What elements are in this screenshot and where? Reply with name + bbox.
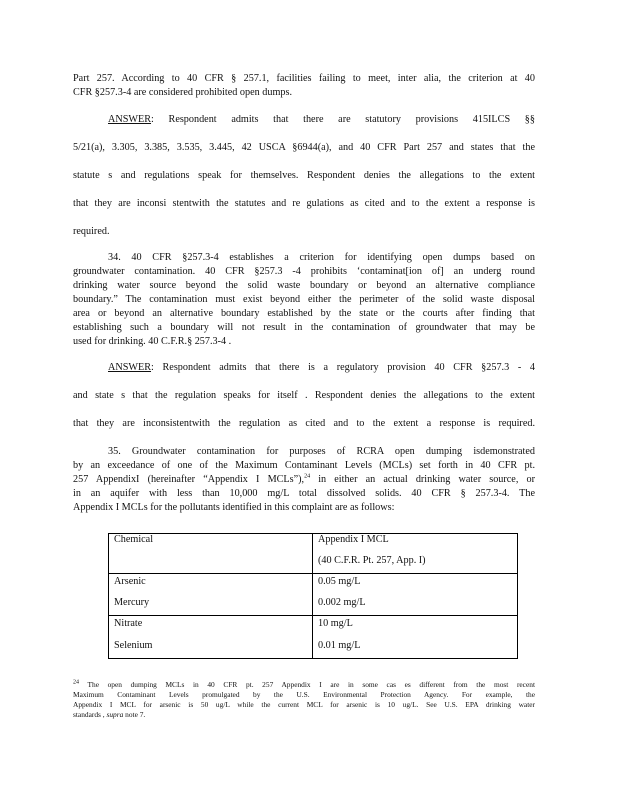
footnote-text: note 7. xyxy=(123,710,146,719)
table-header-mcl-citation: (40 C.F.R. Pt. 257, App. I) xyxy=(318,555,426,566)
table-header-chemical: Chemical xyxy=(114,534,154,545)
paragraph-35-line: 35. Groundwater contamination for purposes of RCRA open dumping isdemonstrated xyxy=(108,446,535,457)
paragraph-34-line: drinking water source beyond the solid waste boundary or beyond an alternative compliance xyxy=(73,280,535,291)
paragraph-34-line: 34. 40 CFR §257.3-4 establishes a criterion for identifying open dumps based on xyxy=(108,252,535,263)
table-border xyxy=(108,533,518,659)
paragraph-35-text: 257 AppendixI (hereinafter “Appendix I MCLs”), xyxy=(73,474,305,485)
answer-paragraph-line xyxy=(108,362,535,374)
answer-paragraph-line: 5/21(a), 3.305, 3.385, 3.535, 3.445, 42 USCA §6944(a), and 40 CFR Part 257 and states that the xyxy=(73,142,535,153)
paragraph-35-text: in either an actual drinking water source, or xyxy=(310,474,535,485)
footnote-text: standards , xyxy=(73,710,107,719)
table-row-divider xyxy=(108,573,518,574)
table-cell-chemical: Mercury xyxy=(114,597,150,608)
paragraph-35-line: in an aquifer with less than 10,000 mg/L total dissolved solids. 40 CFR § 257.3-4. The xyxy=(73,488,535,499)
footnote-line xyxy=(73,710,535,720)
footnote-line xyxy=(73,680,535,690)
paragraph-34-line: used for drinking. 40 C.F.R.§ 257.3-4 . xyxy=(73,336,232,347)
table-cell-mcl: 0.002 mg/L xyxy=(318,597,366,608)
answer-paragraph-line xyxy=(108,114,535,126)
answer-paragraph-line: and state s that the regulation speaks for itself . Respondent denies the allegations to the extent xyxy=(73,390,535,401)
footnote-line: Maximum Contaminant Levels promulgated by the U.S. Environmental Protection Agency. For example, the xyxy=(73,690,535,699)
answer-label: ANSWER xyxy=(108,362,152,373)
table-cell-mcl: 0.01 mg/L xyxy=(318,640,361,651)
table-row-divider xyxy=(108,615,518,616)
answer-paragraph-line: that they are inconsistentwith the regulation as cited and to the extent a response is required. xyxy=(73,418,535,429)
paragraph-35-line: Appendix I MCLs for the pollutants identified in this complaint are as follows: xyxy=(73,502,395,513)
footnote-marker: 24 xyxy=(73,679,79,686)
table-cell-mcl: 0.05 mg/L xyxy=(318,576,361,587)
table-column-divider xyxy=(312,533,313,659)
answer-paragraph-line: required. xyxy=(73,226,110,237)
table-cell-mcl: 10 mg/L xyxy=(318,618,353,629)
body-text-line: CFR §257.3-4 are considered prohibited open dumps. xyxy=(73,87,292,98)
table-header-mcl: Appendix I MCL xyxy=(318,534,389,545)
paragraph-34-line: boundary.” The contamination must exist beyond either the perimeter of the solid waste disposal xyxy=(73,294,535,305)
answer-text: : Respondent admits that there are statutory provisions 415ILCS §§ xyxy=(151,114,535,125)
answer-paragraph-line: that they are inconsi stentwith the statutes and re gulations as cited and to the extent a response is xyxy=(73,198,535,209)
paragraph-35-line: by an exceedance of one of the Maximum Contaminant Levels (MCLs) set forth in 40 CFR pt. xyxy=(73,460,535,471)
footnote-text: The open dumping MCLs in 40 CFR pt. 257 Appendix I are in some cas es different from the most recent xyxy=(79,680,535,689)
paragraph-34-line: area or beyond an alternative boundary established by the state or the courts after finding that xyxy=(73,308,535,319)
body-text-line: Part 257. According to 40 CFR § 257.1, facilities failing to meet, inter alia, the criterion at 40 xyxy=(73,73,535,84)
paragraph-34-line: groundwater contamination. 40 CFR §257.3 -4 prohibits ‘contaminat[ion of] an underg round xyxy=(73,266,535,277)
answer-label: ANSWER xyxy=(108,114,152,125)
table-cell-chemical: Selenium xyxy=(114,640,153,651)
table-cell-chemical: Arsenic xyxy=(114,576,146,587)
footnote-supra: supra xyxy=(106,710,124,719)
answer-text: : Respondent admits that there is a regulatory provision 40 CFR §257.3 - 4 xyxy=(151,362,535,373)
paragraph-34-line: establishing such a boundary will not result in the contamination of groundwater that may be xyxy=(73,322,535,333)
table-cell-chemical: Nitrate xyxy=(114,618,143,629)
footnote-reference[interactable]: 24 xyxy=(304,473,311,480)
footnote-line: Appendix I MCL for arsenic is 50 ug/L while the current MCL for arsenic is 10 ug/L. See U.S. EPA drinking water xyxy=(73,700,535,709)
answer-paragraph-line: statute s and regulations speak for themselves. Respondent denies the allegations to the extent xyxy=(73,170,535,181)
paragraph-35-line xyxy=(73,474,535,486)
